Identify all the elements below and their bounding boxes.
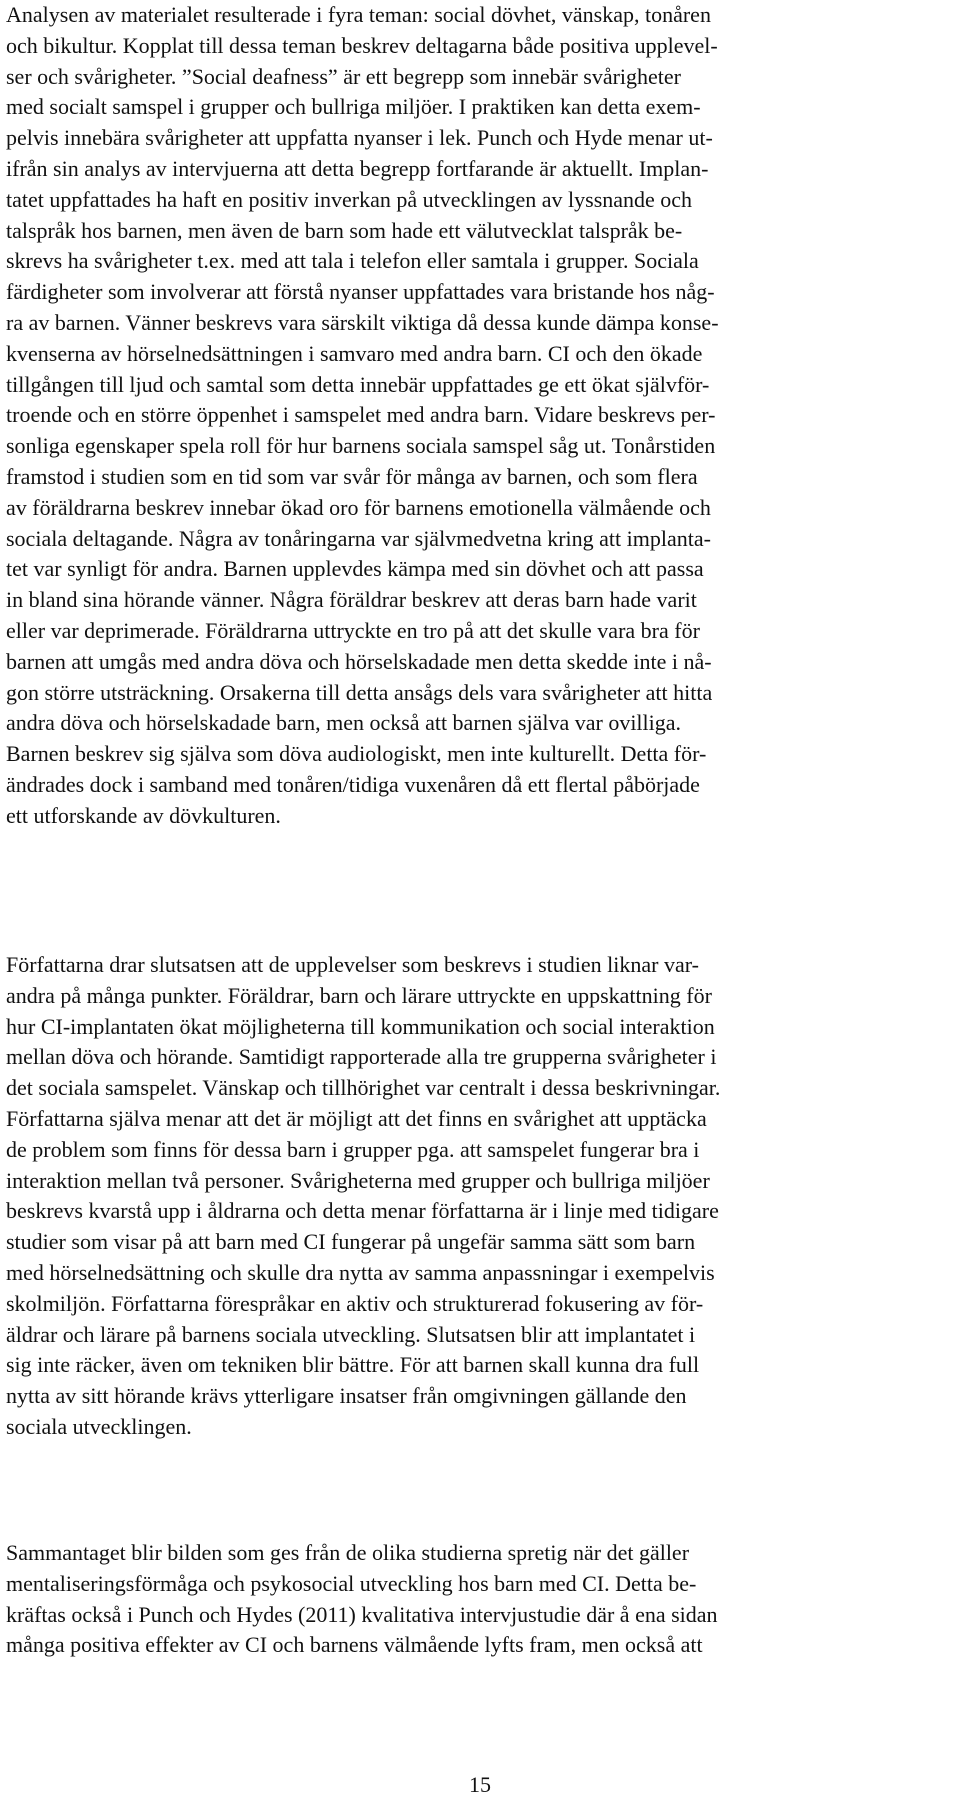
text-line: ra av barnen. Vänner beskrevs vara särskilt viktiga då dessa kunde dämpa konse- (6, 309, 719, 335)
text-line: tatet uppfattades ha haft en positiv inverkan på utvecklingen av lyssnande och (6, 186, 693, 212)
text-line: barnen att umgås med andra döva och hörselskadade men detta skedde inte i nå- (6, 648, 712, 674)
text-line: mellan döva och hörande. Samtidigt rapporterade alla tre grupperna svårigheter i (6, 1044, 717, 1070)
text-line: ifrån sin analys av intervjuerna att detta begrepp fortfarande är aktuellt. Implan- (6, 155, 709, 181)
text-line: sociala deltagande. Några av tonåringarna var självmedvetna kring att implanta- (6, 525, 711, 551)
text-line: sonliga egenskaper spela roll för hur barnens sociala samspel såg ut. Tonårstiden (6, 433, 716, 459)
text-line: många positiva effekter av CI och barnens välmående lyfts fram, men också att (6, 1632, 703, 1658)
text-line: in bland sina hörande vänner. Några föräldrar beskrev att deras barn hade varit (6, 587, 697, 613)
text-line: färdigheter som involverar att förstå nyanser uppfattades vara bristande hos någ- (6, 279, 715, 305)
text-line: gon större utsträckning. Orsakerna till detta ansågs dels vara svårigheter att hitta (6, 679, 713, 705)
text-line: talspråk hos barnen, men även de barn som hade ett välutvecklat talspråk be- (6, 217, 683, 243)
text-line: studier som visar på att barn med CI fungerar på ungefär samma sätt som barn (6, 1229, 696, 1255)
text-line: med socialt samspel i grupper och bullriga miljöer. I praktiken kan detta exem- (6, 94, 701, 120)
text-line: eller var deprimerade. Föräldrarna uttryckte en tro på att det skulle vara bra för (6, 617, 700, 643)
text-line: Författarna drar slutsatsen att de upplevelser som beskrevs i studien liknar var- (6, 952, 699, 977)
text-line: Analysen av materialet resulterade i fyra teman: social dövhet, vänskap, tonåren (6, 2, 711, 27)
text-line: sig inte räcker, även om tekniken blir bättre. För att barnen skall kunna dra full (6, 1352, 700, 1378)
text-line: med hörselnedsättning och skulle dra nytta av samma anpassningar i exempelvis (6, 1259, 715, 1285)
text-line: ser och svårigheter. ”Social deafness” är ett begrepp som innebär svårigheter (6, 63, 682, 89)
text-line: Sammantaget blir bilden som ges från de olika studierna spretig när det gäller (6, 1540, 690, 1565)
text-line: de problem som finns för dessa barn i grupper pga. att samspelet fungerar bra i (6, 1136, 700, 1162)
paragraph-conclusions (6, 950, 954, 1443)
text-line: hur CI-implantaten ökat möjligheterna till kommunikation och social interaktion (6, 1013, 715, 1039)
text-line: det sociala samspelet. Vänskap och tillhörighet var centralt i dessa beskrivningar. (6, 1075, 721, 1101)
paragraph-themes (6, 0, 954, 832)
text-line: skrevs ha svårigheter t.ex. med att tala i telefon eller samtala i grupper. Sociala (6, 248, 699, 274)
text-line: beskrevs kvarstå upp i åldrarna och detta menar författarna är i linje med tidigare (6, 1198, 719, 1224)
text-line: andra döva och hörselskadade barn, men också att barnen själva var ovilliga. (6, 710, 682, 736)
text-line: av föräldrarna beskrev innebar ökad oro för barnens emotionella välmående och (6, 494, 711, 520)
text-line: nytta av sitt hörande krävs ytterligare insatser från omgivningen gällande den (6, 1383, 687, 1409)
text-line: pelvis innebära svårigheter att uppfatta nyanser i lek. Punch och Hyde menar ut- (6, 125, 713, 151)
text-line: Författarna själva menar att det är möjligt att det finns en svårighet att upptäcka (6, 1105, 707, 1131)
text-line: äldrar och lärare på barnens sociala utveckling. Slutsatsen blir att implantatet i (6, 1321, 696, 1347)
text-line: skolmiljön. Författarna förespråkar en aktiv och strukturerad fokusering av för- (6, 1290, 704, 1316)
text-line: framstod i studien som en tid som var svår för många av barnen, och som flera (6, 463, 698, 489)
text-line: sociala utvecklingen. (6, 1413, 192, 1439)
text-line: troende och en större öppenhet i samspelet med andra barn. Vidare beskrevs per- (6, 402, 716, 428)
text-line: och bikultur. Kopplat till dessa teman beskrev deltagarna både positiva upplevel- (6, 32, 718, 58)
page-number: 15 (469, 1772, 491, 1797)
text-line: andra på många punkter. Föräldrar, barn och lärare uttryckte en uppskattning för (6, 982, 712, 1008)
text-line: ändrades dock i samband med tonåren/tidiga vuxenåren då ett flertal påbörjade (6, 771, 700, 797)
text-line: tet var synligt för andra. Barnen upplevdes kämpa med sin dövhet och att passa (6, 556, 704, 582)
paragraph-summary (6, 1538, 954, 1661)
text-line: tillgången till ljud och samtal som detta innebär uppfattades ge ett ökat självför- (6, 371, 710, 397)
text-line: ett utforskande av dövkulturen. (6, 802, 281, 828)
text-line: kvenserna av hörselnedsättningen i samvaro med andra barn. CI och den ökade (6, 340, 703, 366)
text-line: kräftas också i Punch och Hydes (2011) kvalitativa intervjustudie där å ena sidan (6, 1601, 718, 1627)
text-line: interaktion mellan två personer. Svårigheterna med grupper och bullriga miljöer (6, 1167, 710, 1193)
text-line: Barnen beskrev sig själva som döva audiologiskt, men inte kulturellt. Detta för- (6, 741, 707, 767)
text-line: mentaliseringsförmåga och psykosocial utveckling hos barn med CI. Detta be- (6, 1570, 697, 1596)
